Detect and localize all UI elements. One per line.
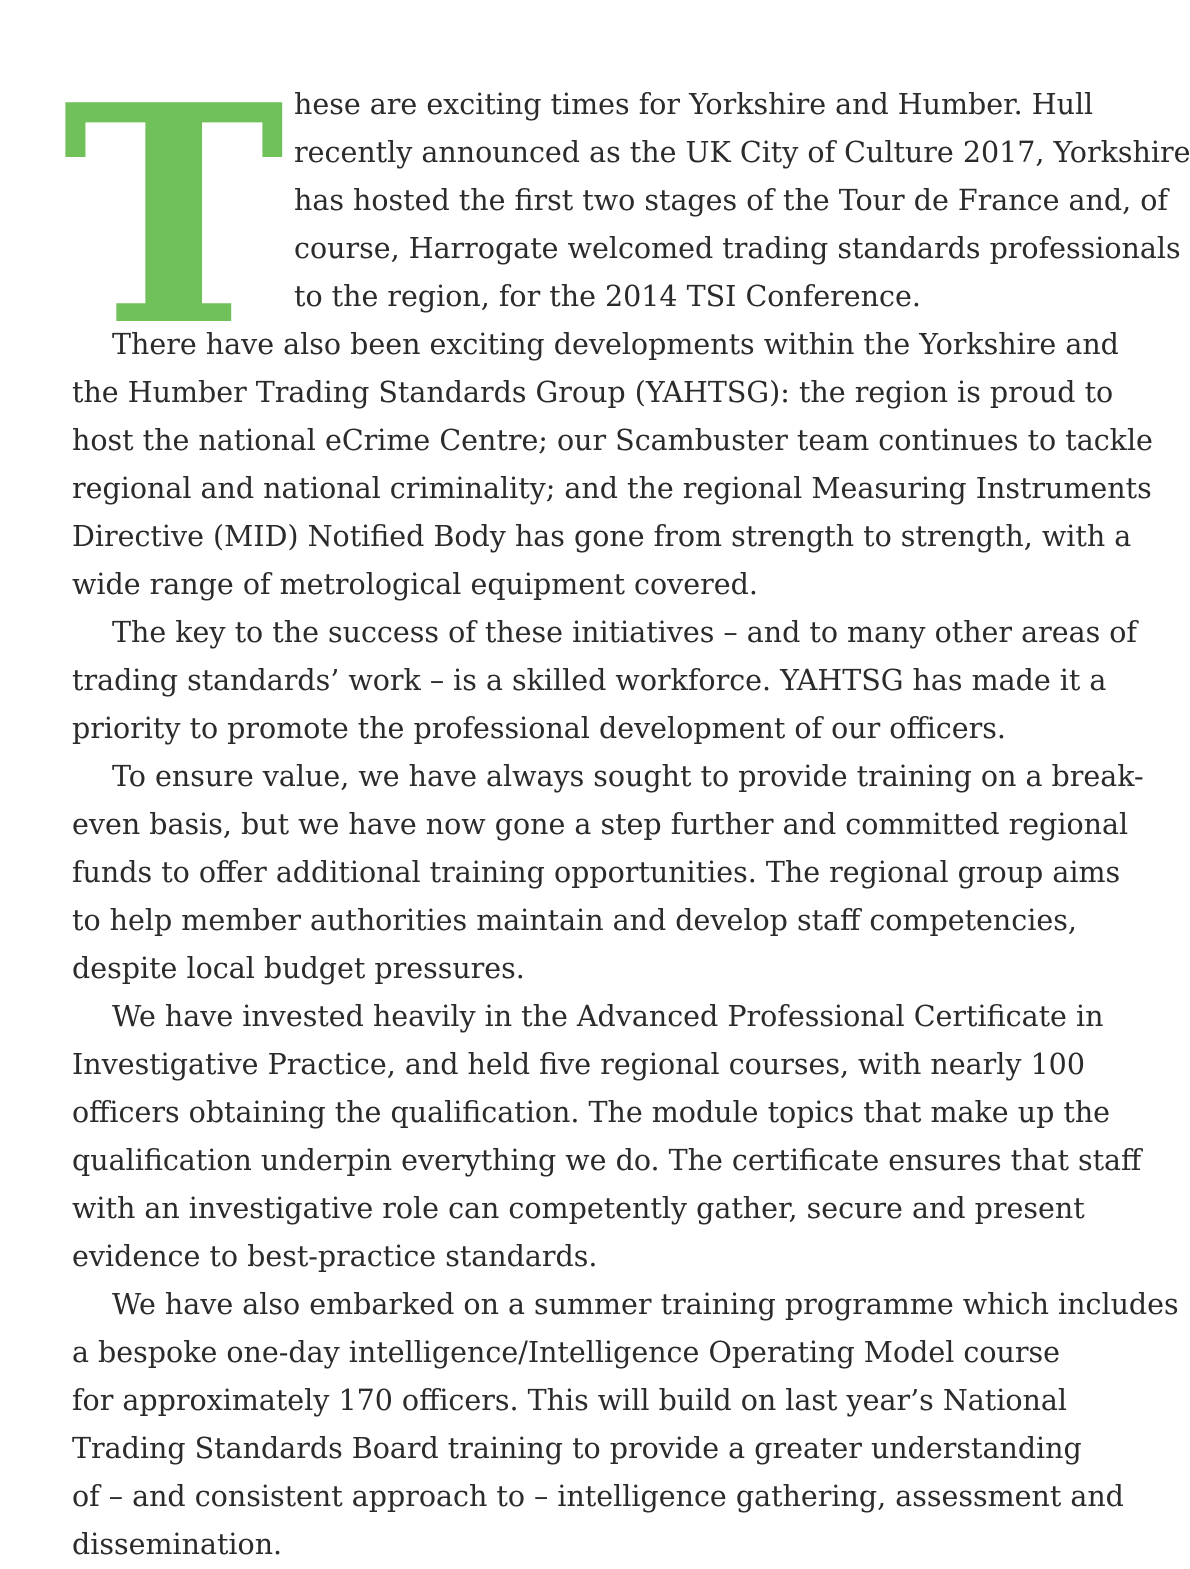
text-line: Directive (MID) Notified Body has gone from strength to strength, with a bbox=[72, 520, 1132, 553]
text-line: Trading Standards Board training to provide a greater understanding bbox=[72, 1432, 1082, 1465]
text-line: regional and national criminality; and the regional Measuring Instruments bbox=[72, 472, 1152, 505]
drop-cap-letter: T bbox=[62, 39, 276, 392]
text-line: with an investigative role can competently gather, secure and present bbox=[72, 1192, 1085, 1225]
text-line: To ensure value, we have always sought to provide training on a break- bbox=[112, 760, 1144, 793]
text-line: qualification underpin everything we do. The certificate ensures that staff bbox=[72, 1144, 1142, 1177]
text-line: evidence to best-practice standards. bbox=[72, 1240, 598, 1273]
text-line: the Humber Trading Standards Group (YAHTSG): the region is proud to bbox=[72, 376, 1114, 409]
text-line: course, Harrogate welcomed trading standards professionals bbox=[294, 232, 1181, 265]
text-line: funds to offer additional training opportunities. The regional group aims bbox=[72, 856, 1121, 889]
text-line: host the national eCrime Centre; our Scambuster team continues to tackle bbox=[72, 424, 1153, 457]
text-line: hese are exciting times for Yorkshire and Humber. Hull bbox=[294, 88, 1094, 121]
text-line: officers obtaining the qualification. The module topics that make up the bbox=[72, 1096, 1111, 1129]
text-line: priority to promote the professional development of our officers. bbox=[72, 712, 1006, 745]
text-line: trading standards’ work – is a skilled workforce. YAHTSG has made it a bbox=[72, 664, 1107, 697]
text-line: a bespoke one-day intelligence/Intelligence Operating Model course bbox=[72, 1336, 1060, 1369]
text-line: to help member authorities maintain and develop staff competencies, bbox=[72, 904, 1077, 937]
text-line: Investigative Practice, and held five regional courses, with nearly 100 bbox=[72, 1048, 1085, 1081]
text-line: recently announced as the UK City of Culture 2017, Yorkshire bbox=[294, 136, 1190, 169]
text-line: even basis, but we have now gone a step further and committed regional bbox=[72, 808, 1129, 841]
text-line: We have invested heavily in the Advanced Professional Certificate in bbox=[112, 1000, 1104, 1033]
text-line: wide range of metrological equipment covered. bbox=[72, 568, 758, 601]
text-line: The key to the success of these initiatives – and to many other areas of bbox=[112, 616, 1137, 649]
text-line: dissemination. bbox=[72, 1528, 283, 1561]
text-line: We have also embarked on a summer training programme which includes bbox=[112, 1288, 1179, 1321]
text-line: of – and consistent approach to – intelligence gathering, assessment and bbox=[72, 1480, 1124, 1513]
text-line: despite local budget pressures. bbox=[72, 952, 525, 985]
text-line: has hosted the first two stages of the Tour de France and, of bbox=[294, 184, 1168, 217]
text-line: for approximately 170 officers. This will build on last year’s National bbox=[72, 1384, 1067, 1417]
text-line: to the region, for the 2014 TSI Conference. bbox=[294, 280, 921, 313]
text-line: There have also been exciting developments within the Yorkshire and bbox=[112, 328, 1119, 361]
